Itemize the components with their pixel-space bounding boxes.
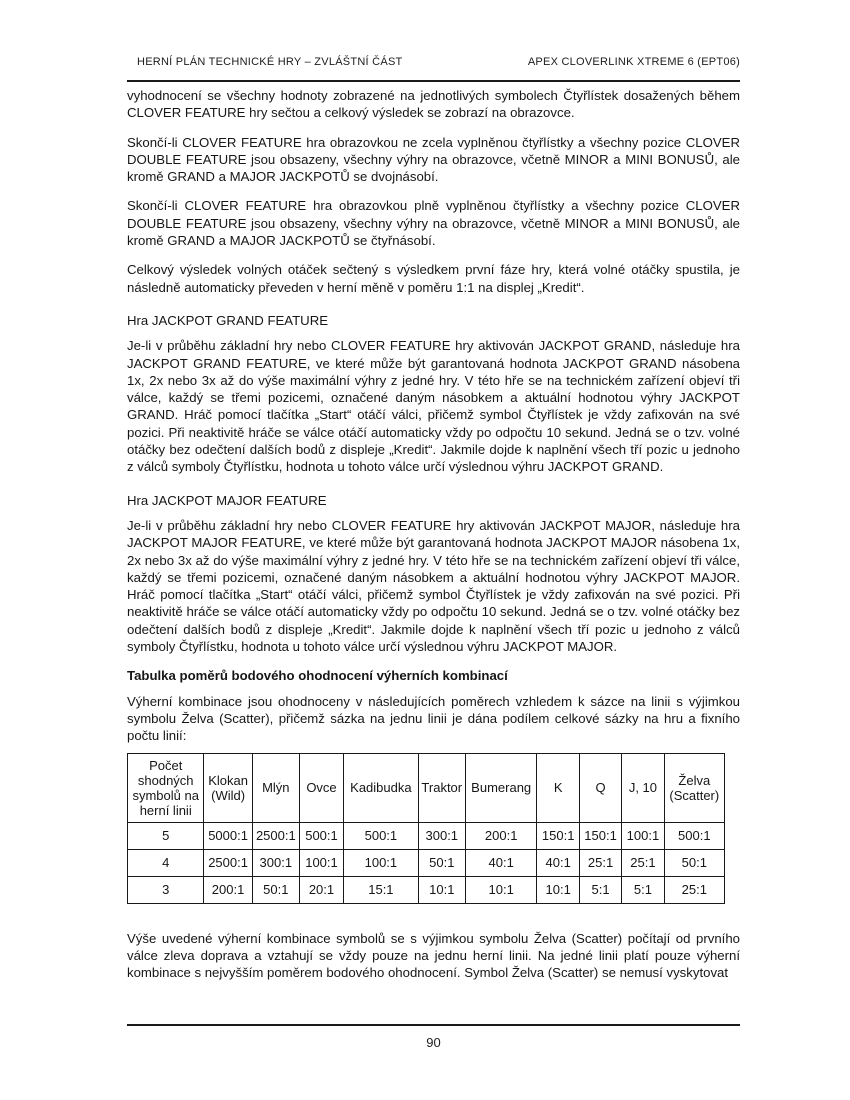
payout-table-cell: 15:1 <box>344 876 419 903</box>
payout-table-cell: 150:1 <box>537 822 579 849</box>
payout-table-cell: 200:1 <box>204 876 252 903</box>
payout-table-cell: 200:1 <box>465 822 537 849</box>
paragraph-jackpot-major: Je-li v průběhu základní hry nebo CLOVER FEATURE hry aktivován JACKPOT MAJOR, následuje hra JACKPOT MAJOR FEATURE, ve které může být garantovaná hodnota JACKPOT MAJOR násobena 1x, 2x nebo 3x až do výše maximální výhry z jedné hry. V této hře se na technickém zařízení objeví tři válce, každý se třemi pozicemi, označené daným násobkem a aktuální hodnotou výhry JACKPOT MAJOR. Hráč pomocí tlačítka „Start“ otáčí válci, přičemž symbol Čtyřlístek je vždy zafixován na své pozici. Při neaktivitě hráče se válce otáčí automaticky vždy po odpočtu 10 sekund. Jedná se o tzv. volné otáčky bez odečtení dalších bodů z displeje „Kredit“. Jakmile dojde k naplnění všech tří pozic u jednoho z válců symboly Čtyřlístku, hodnota u tohoto válce určí výslednou výhru JACKPOT MAJOR. <box>127 517 740 655</box>
payout-table-cell: 25:1 <box>622 849 664 876</box>
payout-table-cell: 5:1 <box>579 876 621 903</box>
payout-table-header-cell: Mlýn <box>252 753 299 822</box>
payout-table-cell: 10:1 <box>537 876 579 903</box>
header-rule <box>127 80 740 82</box>
payout-table-cell: 5:1 <box>622 876 664 903</box>
page-content <box>127 87 740 981</box>
payout-table-row <box>128 822 725 849</box>
paragraph-free-spins-result: Celkový výsledek volných otáček sečtený s výsledkem první fáze hry, která volné otáčky spustila, je následně automaticky převeden v herní měně v poměru 1:1 na displej „Kredit“. <box>127 262 740 295</box>
payout-table-cell: 25:1 <box>579 849 621 876</box>
page-number: 90 <box>426 1035 441 1050</box>
payout-table-header-cell: J, 10 <box>622 753 664 822</box>
payout-table-cell: 500:1 <box>664 822 724 849</box>
payout-table-cell: 40:1 <box>537 849 579 876</box>
payout-table-cell: 100:1 <box>299 849 343 876</box>
payout-table-header-cell: Želva (Scatter) <box>664 753 724 822</box>
payout-table-cell: 10:1 <box>418 876 465 903</box>
heading-jackpot-major: Hra JACKPOT MAJOR FEATURE <box>127 492 327 508</box>
running-header <box>127 56 740 68</box>
header-right-title: APEX CLOVERLINK XTREME 6 (EPT06) <box>527 56 740 68</box>
payout-table-header-cell: K <box>537 753 579 822</box>
paragraph-clover-double-full: Skončí-li CLOVER FEATURE hra obrazovkou plně vyplněnou čtyřlístky a všechny pozice CLOVER DOUBLE FEATURE jsou obsazeny, všechny výhry na obrazovce, včetně MINOR a MINI BONUSŮ, ale kromě GRAND a MAJOR JACKPOTŮ se čtyřnásobí. <box>127 198 740 249</box>
payout-table-cell: 150:1 <box>579 822 621 849</box>
header-left-title: HERNÍ PLÁN TECHNICKÉ HRY – ZVLÁŠTNÍ ČÁST <box>137 56 403 68</box>
paragraph-table-intro: Výherní kombinace jsou ohodnoceny v následujících poměrech vzhledem k sázce na linii s výjimkou symbolu Želva (Scatter), přičemž sázka na jednu linii je dána podílem celkové sázky na hru a fixního počtu linií: <box>127 693 740 744</box>
payout-table-cell: 5 <box>128 822 204 849</box>
payout-table-cell: 10:1 <box>465 876 537 903</box>
payout-table-header-cell: Q <box>579 753 621 822</box>
payout-table-cell: 4 <box>128 849 204 876</box>
payout-table-header-cell: Počet shodných symbolů na herní linii <box>128 753 204 822</box>
heading-payout-table: Tabulka poměrů bodového ohodnocení výherních kombinací <box>127 668 508 684</box>
payout-table-cell: 2500:1 <box>204 849 252 876</box>
payout-table-cell: 40:1 <box>465 849 537 876</box>
payout-table-cell: 2500:1 <box>252 822 299 849</box>
payout-table-cell: 100:1 <box>344 849 419 876</box>
payout-table-cell: 3 <box>128 876 204 903</box>
payout-table-header-cell: Traktor <box>418 753 465 822</box>
payout-table-cell: 50:1 <box>252 876 299 903</box>
payout-table-header-cell: Ovce <box>299 753 343 822</box>
payout-table-cell: 20:1 <box>299 876 343 903</box>
payout-table <box>127 753 725 904</box>
payout-table-cell: 300:1 <box>418 822 465 849</box>
payout-table-header-row <box>128 753 725 822</box>
heading-jackpot-grand: Hra JACKPOT GRAND FEATURE <box>127 312 329 328</box>
payout-table-header-cell: Bumerang <box>465 753 537 822</box>
payout-table-cell: 500:1 <box>344 822 419 849</box>
payout-table-cell: 300:1 <box>252 849 299 876</box>
payout-table-header-cell: Kadibudka <box>344 753 419 822</box>
payout-table-cell: 25:1 <box>664 876 724 903</box>
payout-table-cell: 50:1 <box>664 849 724 876</box>
paragraph-clover-double-partial: Skončí-li CLOVER FEATURE hra obrazovkou ne zcela vyplněnou čtyřlístky a všechny pozice CLOVER DOUBLE FEATURE jsou obsazeny, všechny výhry na obrazovce, včetně MINOR a MINI BONUSŮ, ale kromě GRAND a MAJOR JACKPOTŮ se dvojnásobí. <box>127 134 740 185</box>
payout-table-row <box>128 876 725 903</box>
paragraph-clover-evaluation: vyhodnocení se všechny hodnoty zobrazené na jednotlivých symbolech Čtyřlístek dosažených během CLOVER FEATURE hry sečtou a celkový výsledek se zobrazí na obrazovce. <box>127 88 740 121</box>
payout-table-cell: 50:1 <box>418 849 465 876</box>
payout-table-cell: 500:1 <box>299 822 343 849</box>
payout-table-cell: 100:1 <box>622 822 664 849</box>
payout-table-cell: 5000:1 <box>204 822 252 849</box>
payout-table-header-cell: Klokan (Wild) <box>204 753 252 822</box>
paragraph-after-table: Výše uvedené výherní kombinace symbolů se s výjimkou symbolu Želva (Scatter) počítají od prvního válce zleva doprava a vztahují se vždy pouze na jednu herní linii. Na jedné linii platí pouze výherní kombinace s nejvyšším poměrem bodového ohodnocení. Symbol Želva (Scatter) se nemusí vyskytovat <box>127 930 740 981</box>
paragraph-jackpot-grand: Je-li v průběhu základní hry nebo CLOVER FEATURE hry aktivován JACKPOT GRAND, následuje hra JACKPOT GRAND FEATURE, ve které může být garantovaná hodnota JACKPOT GRAND násobena 1x, 2x nebo 3x až do výše maximální výhry z jedné hry. V této hře se na technickém zařízení objeví tři válce, každý se třemi pozicemi, označené daným násobkem a aktuální hodnotou výhry JACKPOT GRAND. Hráč pomocí tlačítka „Start“ otáčí válci, přičemž symbol Čtyřlístek je vždy zafixován na své pozici. Při neaktivitě hráče se válce otáčí automaticky vždy po odpočtu 10 sekund. Jedná se o tzv. volné otáčky bez odečtení dalších bodů z displeje „Kredit“. Jakmile dojde k naplnění všech tří pozic u jednoho z válců symboly Čtyřlístku, hodnota u tohoto válce určí výslednou výhru JACKPOT GRAND. <box>127 338 740 475</box>
payout-table-row <box>128 849 725 876</box>
running-footer <box>127 1024 740 1050</box>
